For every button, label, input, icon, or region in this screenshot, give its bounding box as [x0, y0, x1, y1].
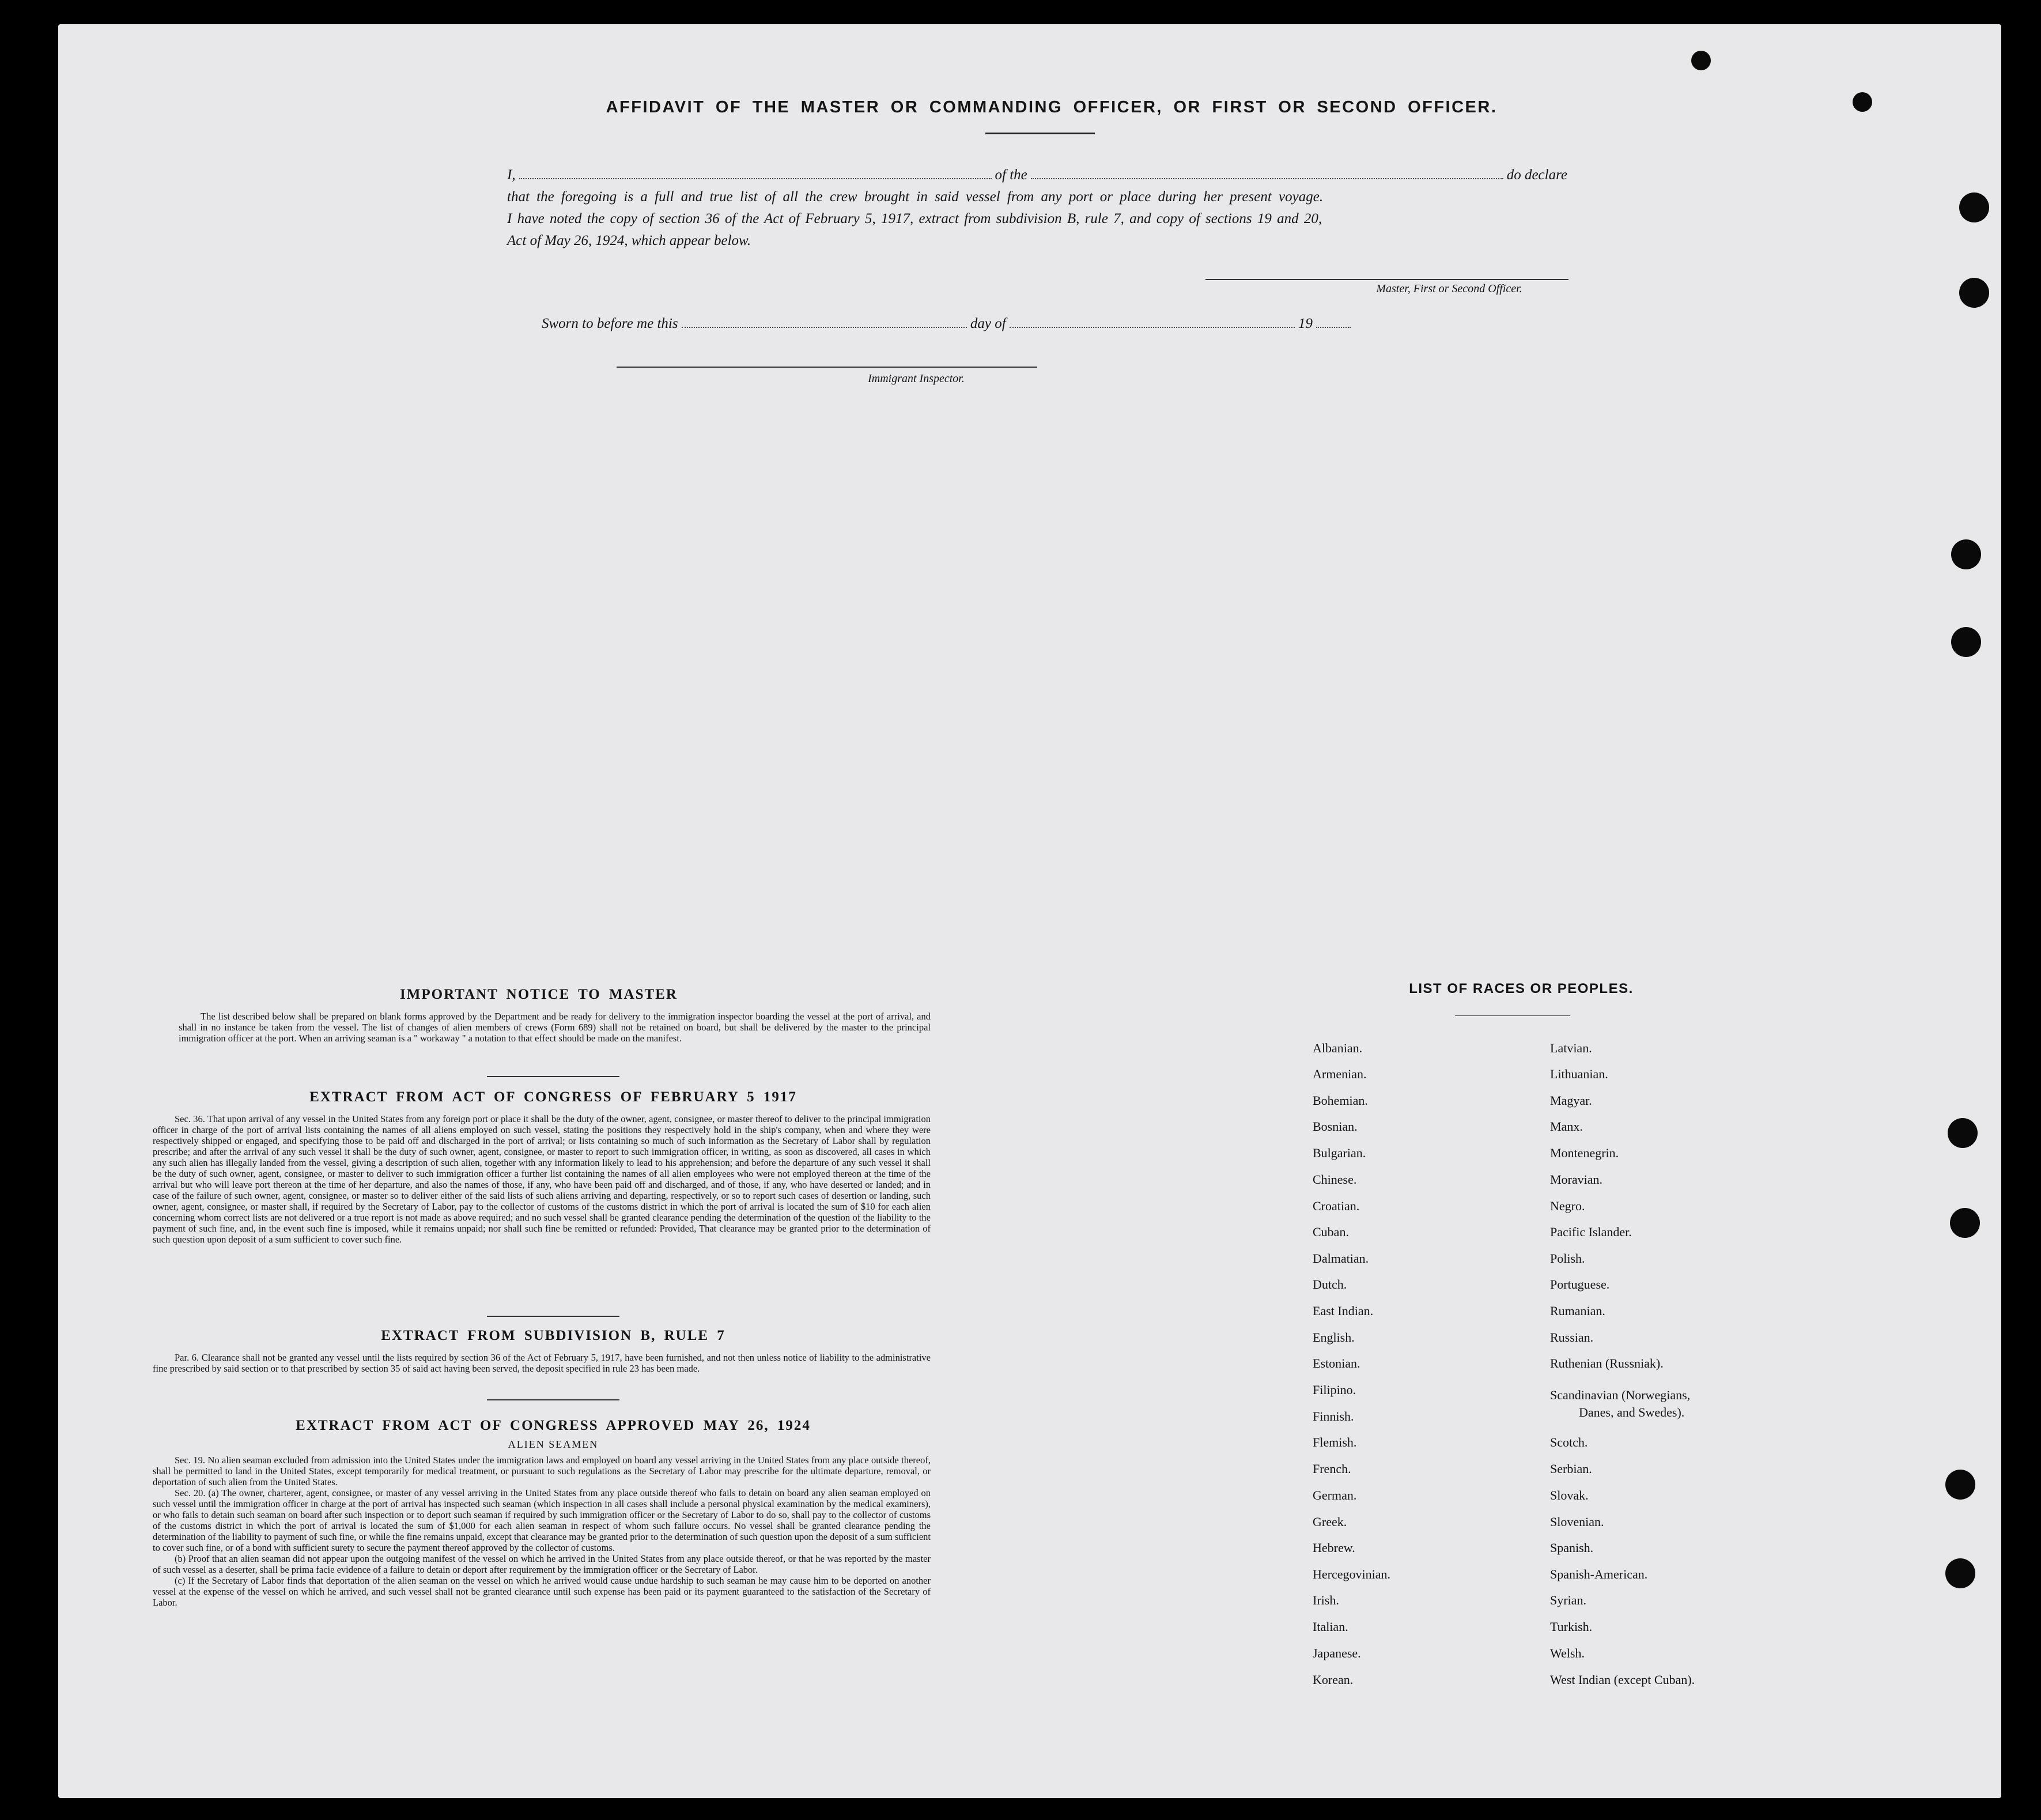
- race-item: Italian.: [1313, 1619, 1348, 1634]
- binder-hole: [1948, 1118, 1978, 1148]
- binder-hole: [1950, 1208, 1980, 1238]
- race-item: Pacific Islander.: [1550, 1225, 1632, 1239]
- affidavit-declaration: [507, 164, 1567, 252]
- decl-do-declare-label: do declare: [1506, 167, 1567, 183]
- section-rule: [487, 1399, 619, 1400]
- race-item: Latvian.: [1550, 1041, 1592, 1055]
- binder-hole: [1951, 627, 1981, 657]
- section-rule: [487, 1316, 619, 1317]
- race-item: Lithuanian.: [1550, 1067, 1608, 1081]
- race-item: Portuguese.: [1550, 1277, 1610, 1292]
- race-item: Russian.: [1550, 1330, 1594, 1345]
- sworn-year: 19: [1298, 316, 1313, 331]
- sworn-prefix: Sworn to before me this: [542, 316, 678, 331]
- binder-hole: [1959, 278, 1989, 308]
- race-item: Bohemian.: [1313, 1093, 1368, 1108]
- race-item: West Indian (except Cuban).: [1550, 1672, 1695, 1687]
- race-item: Japanese.: [1313, 1646, 1361, 1660]
- race-item: French.: [1313, 1462, 1351, 1476]
- binder-hole: [1691, 51, 1711, 70]
- race-item: Albanian.: [1313, 1041, 1363, 1055]
- vessel-name-field[interactable]: [1031, 165, 1503, 179]
- sworn-year-field[interactable]: [1316, 314, 1351, 328]
- notice-body: [179, 1011, 931, 1044]
- race-item: Negro.: [1550, 1199, 1585, 1213]
- alien-seamen-subtitle: ALIEN SEAMEN: [508, 1438, 599, 1450]
- race-item: Turkish.: [1550, 1619, 1593, 1634]
- declaration-line-4: Act of May 26, 1924, which appear below.: [507, 233, 751, 248]
- race-item: Ruthenian (Russniak).: [1550, 1356, 1664, 1370]
- race-item: Korean.: [1313, 1672, 1354, 1687]
- master-signature-line[interactable]: [1205, 279, 1568, 280]
- race-item: Dalmatian.: [1313, 1251, 1369, 1266]
- race-item: Manx.: [1550, 1119, 1583, 1134]
- title-rule: [985, 133, 1095, 134]
- race-item: Bosnian.: [1313, 1119, 1358, 1134]
- affidavit-title: AFFIDAVIT OF THE MASTER OR COMMANDING OFFICER, OR FIRST OR SECOND OFFICER.: [606, 98, 1498, 116]
- binder-hole: [1951, 539, 1981, 569]
- notice-title: IMPORTANT NOTICE TO MASTER: [400, 987, 678, 1002]
- binder-hole: [1945, 1470, 1975, 1500]
- race-item: Scandinavian (Norwegians,: [1550, 1388, 1691, 1402]
- sec-19-paragraph: Sec. 19. No alien seaman excluded from admission into the United States under the immigration laws and employed on board any vessel arriving in the United States from any place outside thereof, shall be permitted to land in the United States, except temporarily for medical treatment, or pursuant to such regulations as the Secretary of Labor may prescribe for the ultimate departure, removal, or deportation of such alien from the United States.: [153, 1455, 931, 1487]
- race-item: Flemish.: [1313, 1435, 1357, 1449]
- race-item: Danes, and Swedes).: [1579, 1405, 1685, 1419]
- declaration-line-2: that the foregoing is a full and true list of all the crew brought in said vessel from any port or place during her present voyage.: [507, 189, 1324, 205]
- race-item: Spanish-American.: [1550, 1567, 1648, 1581]
- extract-1924-title: EXTRACT FROM ACT OF CONGRESS APPROVED MAY 26, 1924: [296, 1418, 811, 1433]
- race-item: Hebrew.: [1313, 1540, 1355, 1555]
- decl-i-label: I,: [507, 167, 516, 183]
- race-item: Bulgarian.: [1313, 1146, 1366, 1160]
- par-6-paragraph: Par. 6. Clearance shall not be granted any vessel until the lists required by section 36 of the Act of February 5, 1917, have been furnished, and not then unless notice of liability to the administrative fine prescribed by said section or to that prescribed by section 35 of said act having been served, the deposit specified in rule 23 has been made.: [153, 1352, 931, 1374]
- race-item: Hercegovinian.: [1313, 1567, 1390, 1581]
- race-item: Montenegrin.: [1550, 1146, 1619, 1160]
- race-item: Dutch.: [1313, 1277, 1347, 1292]
- race-item: Slovak.: [1550, 1488, 1589, 1502]
- race-item: Slovenian.: [1550, 1515, 1604, 1529]
- race-item: Syrian.: [1550, 1593, 1586, 1607]
- race-item: Chinese.: [1313, 1172, 1357, 1187]
- extract-1917-title: EXTRACT FROM ACT OF CONGRESS OF FEBRUARY 5 1917: [309, 1089, 797, 1105]
- race-item: Rumanian.: [1550, 1304, 1605, 1318]
- race-item: Greek.: [1313, 1515, 1347, 1529]
- sec-20b-paragraph: (b) Proof that an alien seaman did not appear upon the outgoing manifest of the vessel on which he arrived in the United States from any place outside thereof, or that he was reported by the master of such vessel as a deserter, shall be prima facie evidence of a failure to detain or deport after requirement by the immigration officer or the Secretary of Labor.: [153, 1553, 931, 1575]
- binder-hole: [1945, 1558, 1975, 1588]
- inspector-caption: Immigrant Inspector.: [868, 372, 965, 385]
- race-item: Armenian.: [1313, 1067, 1367, 1081]
- extract-rule7-title: EXTRACT FROM SUBDIVISION B, RULE 7: [381, 1328, 725, 1343]
- sworn-month-field[interactable]: [1010, 314, 1295, 328]
- race-item: Welsh.: [1550, 1646, 1585, 1660]
- decl-of-the-label: of the: [995, 167, 1027, 183]
- extract-1917-body: [153, 1113, 931, 1245]
- notice-paragraph: The list described below shall be prepared on blank forms approved by the Department and be ready for delivery to the immigration inspector boarding the vessel at the port of arrival, and shall in no instance be taken from the vessel. The list of changes of alien members of crews (Form 689) shall not be retained on board, but shall be delivered by the master to the principal immigration officer at the port. When an arriving seaman is a " workaway " a notation to that effect should be made on the manifest.: [179, 1011, 931, 1044]
- race-item: Irish.: [1313, 1593, 1339, 1607]
- declaration-line-1: [507, 164, 1567, 186]
- binder-hole: [1959, 192, 1989, 222]
- sworn-day-of: day of: [970, 316, 1006, 331]
- race-item: Magyar.: [1550, 1093, 1592, 1108]
- race-item: Filipino.: [1313, 1383, 1356, 1397]
- sec-36-paragraph: Sec. 36. That upon arrival of any vessel in the United States from any foreign port or place it shall be the duty of the owner, agent, consignee, or master thereof to deliver to the principal immigration officer in charge of the port of arrival lists containing the names of all aliens employed on such vessel, stating the positions they respectively hold in the ship's company, when and where they were respectively shipped or engaged, and specifying those to be paid off and discharged in the port of arrival; or lists containing so much of such information as the Secretary of Labor shall by regulation prescribe; and after the arrival of any such vessel it shall be the duty of such owner, agent, consignee, or master to report to such immigration officer, in writing, as soon as discovered, all cases in which any such alien has illegally landed from the vessel, giving a description of such alien, together with any information likely to lead to his apprehension; and before the departure of any such vessel it shall be the duty of such owner, agent, consignee, or master to deliver to such immigration officer a further list containing the names of all alien employees who were not employed thereon at the time of the arrival but who will leave port thereon at the time of her departure, and also the names of those, if any, who have been paid off and discharged, and of those, if any, who have deserted or landed; and in case of the failure of such owner, agent, consignee, or master so to deliver either of the said lists of such aliens arriving and departing, respectively, or so to report such cases of desertion or landing, such owner, agent, consignee, or master shall, if required by the Secretary of Labor, pay to the collector of customs of the customs district in which the port of arrival is located the sum of $10 for each alien concerning whom correct lists are not delivered or a true report is not made as above required; and no such vessel shall be granted clearance pending the determination of the question of the liability to the payment of such fine, and, in the event such fine is imposed, while it remains unpaid; nor shall such fine be remitted or refunded: Provided, That clearance may be granted prior to the determination of such question upon deposit of a sum sufficient to cover such fine.: [153, 1113, 931, 1245]
- binder-hole: [1853, 92, 1872, 112]
- sec-20a-paragraph: Sec. 20. (a) The owner, charterer, agent, consignee, or master of any vessel arriving in the United States from any place outside thereof who fails to detain on board any alien seaman employed on such vessel until the immigration officer in charge at the port of arrival has inspected such seaman (which inspection in all cases shall include a personal physical examination by the medical examiners), or who fails to detain such seaman on board after such inspection or to deport such seaman if required by such immigration officer or the Secretary of Labor to do so, shall pay to the collector of customs of the customs district in which the port of arrival is located the sum of $1,000 for each alien seaman in respect of whom such failure occurs. No vessel shall be granted clearance pending the determination of the liability to payment of such fine, or while the fine remains unpaid, except that clearance may be granted prior to the determination of such question upon the deposit of a sum sufficient to cover such fine, or of a bond with sufficient surety to secure the payment thereof approved by the collector of customs.: [153, 1487, 931, 1553]
- master-caption: Master, First or Second Officer.: [1376, 282, 1522, 295]
- sec-20c-paragraph: (c) If the Secretary of Labor finds that deportation of the alien seaman on the vessel on which he arrived would cause undue hardship to such seaman he may cause him to be deported on another vessel at the expense of the vessel on which he arrived, and such vessel shall not be granted clearance until such expense has been paid or its payment guaranteed to the satisfaction of the Secretary of Labor.: [153, 1575, 931, 1608]
- race-item: Cuban.: [1313, 1225, 1349, 1239]
- race-item: Finnish.: [1313, 1409, 1354, 1423]
- sworn-line: [542, 314, 1354, 332]
- extract-1924-body: [153, 1455, 931, 1608]
- race-item: East Indian.: [1313, 1304, 1374, 1318]
- race-item: Moravian.: [1550, 1172, 1603, 1187]
- race-item: Serbian.: [1550, 1462, 1592, 1476]
- races-title: LIST OF RACES OR PEOPLES.: [1409, 981, 1634, 996]
- extract-rule7-body: [153, 1352, 931, 1374]
- race-item: Polish.: [1550, 1251, 1585, 1266]
- race-item: Scotch.: [1550, 1435, 1588, 1449]
- race-item: German.: [1313, 1488, 1357, 1502]
- officer-name-field[interactable]: [519, 165, 992, 179]
- section-rule: [487, 1076, 619, 1077]
- race-item: English.: [1313, 1330, 1355, 1345]
- race-item: Croatian.: [1313, 1199, 1360, 1213]
- race-item: Estonian.: [1313, 1356, 1360, 1370]
- race-item: Spanish.: [1550, 1540, 1594, 1555]
- races-title-rule: [1455, 1015, 1570, 1016]
- inspector-signature-line[interactable]: [617, 367, 1037, 368]
- sworn-day-field[interactable]: [682, 314, 967, 328]
- declaration-line-3: I have noted the copy of section 36 of the Act of February 5, 1917, extract from subdivision B, rule 7, and copy of sections 19 and 20,: [507, 211, 1322, 226]
